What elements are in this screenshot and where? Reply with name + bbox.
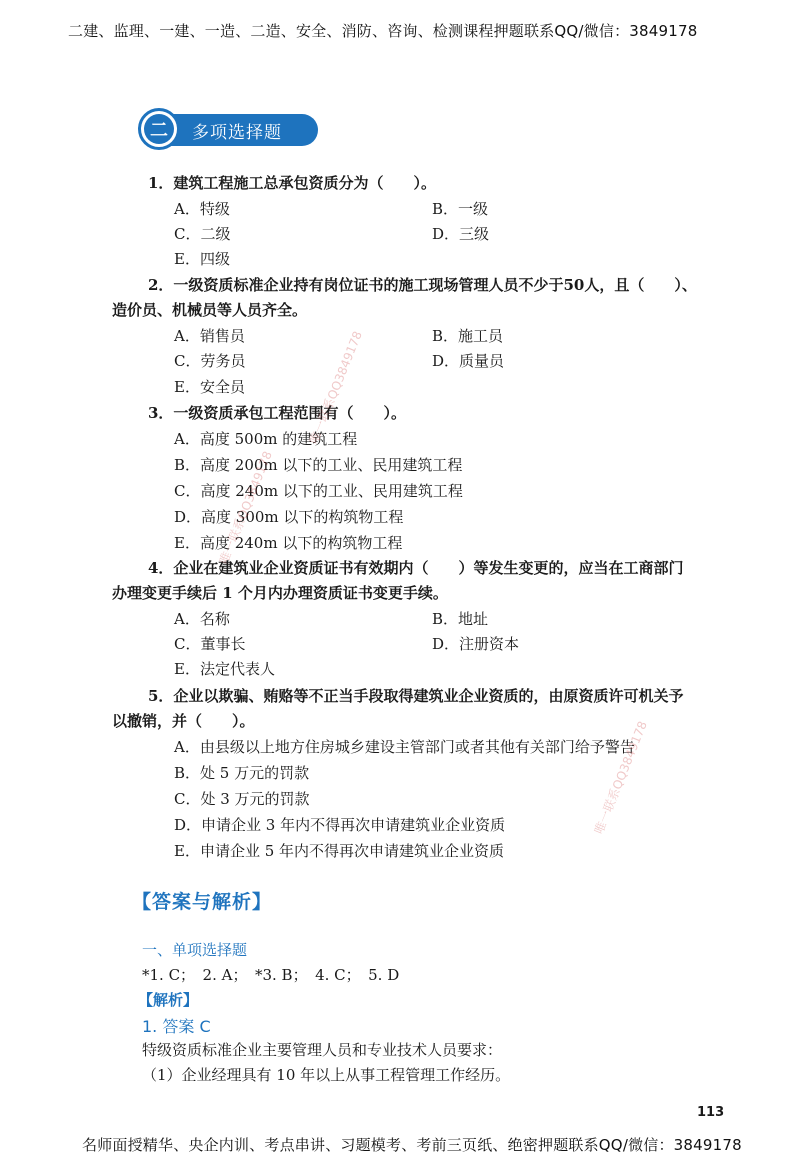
footer-banner: 名师面授精华、央企内训、考点串讲、习题模考、考前三页纸、绝密押题联系QQ/微信：3849178 <box>82 1136 742 1154</box>
q5-option-e: E．申请企业 5 年内不得再次申请建筑业企业资质 <box>174 842 505 860</box>
q3-option-c: C．高度 240m 以下的工业、民用建筑工程 <box>174 482 463 500</box>
q5-option-d: D．申请企业 3 年内不得再次申请建筑业企业资质 <box>174 816 506 834</box>
q1-option-c: C．二级 <box>174 225 231 243</box>
question-4-stem-line2: 办理变更手续后 1 个月内办理资质证书变更手续。 <box>112 584 448 602</box>
q4-option-e: E．法定代表人 <box>174 660 275 678</box>
watermark-1: 唯一联系QQ3849178 <box>306 329 365 446</box>
q4-option-b: B．地址 <box>432 610 489 628</box>
q5-option-b: B．处 5 万元的罚款 <box>174 764 310 782</box>
section-number-circle <box>138 108 180 150</box>
q1-option-e: E．四级 <box>174 250 230 268</box>
page-number: 113 <box>697 1105 725 1120</box>
q2-option-a: A．销售员 <box>174 327 245 345</box>
header-banner: 二建、监理、一建、一造、二造、安全、消防、咨询、检测课程押题联系QQ/微信：3849178 <box>68 22 698 40</box>
q5-option-a: A．由县级以上地方住房城乡建设主管部门或者其他有关部门给予警告 <box>174 738 635 756</box>
q4-option-c: C．董事长 <box>174 635 246 653</box>
watermark-3: 唯一联系QQ3849178 <box>591 719 650 836</box>
q2-option-b: B．施工员 <box>432 327 504 345</box>
q3-option-d: D．高度 300m 以下的构筑物工程 <box>174 508 404 526</box>
q1-option-d: D．三级 <box>432 225 490 243</box>
question-4-stem-line1: 4．企业在建筑业企业资质证书有效期内（ ）等发生变更的，应当在工商部门 <box>148 559 684 577</box>
question-5-stem-line1: 5．企业以欺骗、贿赂等不正当手段取得建筑业企业资质的，由原资质许可机关予 <box>148 687 684 705</box>
answers-heading: 【答案与解析】 <box>132 891 273 913</box>
q4-option-a: A．名称 <box>174 610 230 628</box>
q1-option-b: B．一级 <box>432 200 489 218</box>
section-title: 多项选择题 <box>192 123 282 143</box>
q5-option-c: C．处 3 万元的罚款 <box>174 790 310 808</box>
watermark-2: 唯一联系QQ3849178 <box>216 449 275 566</box>
answer-item-title: 1. 答案 C <box>142 1017 211 1036</box>
question-5-stem-line2: 以撤销，并（ ）。 <box>112 712 255 730</box>
question-3-stem: 3．一级资质承包工程范围有（ ）。 <box>148 404 406 422</box>
q3-option-a: A．高度 500m 的建筑工程 <box>174 430 358 448</box>
analysis-label: 【解析】 <box>138 991 199 1009</box>
q4-option-d: D．注册资本 <box>432 635 520 653</box>
answer-key-line: *1. C； 2. A； *3. B； 4. C； 5. D <box>142 966 400 984</box>
question-1-stem: 1．建筑工程施工总承包资质分为（ ）。 <box>148 174 436 192</box>
answers-subheading: 一、单项选择题 <box>142 941 248 959</box>
section-badge <box>138 108 320 150</box>
section-number: 二 <box>144 114 174 144</box>
q3-option-e: E．高度 240m 以下的构筑物工程 <box>174 534 403 552</box>
question-2-stem-line2: 造价员、机械员等人员齐全。 <box>112 301 308 319</box>
q2-option-e: E．安全员 <box>174 378 245 396</box>
q3-option-b: B．高度 200m 以下的工业、民用建筑工程 <box>174 456 463 474</box>
answer-text-line-2: （1）企业经理具有 10 年以上从事工程管理工作经历。 <box>142 1066 511 1084</box>
answer-text-line-1: 特级资质标准企业主要管理人员和专业技术人员要求： <box>142 1041 503 1059</box>
q1-option-a: A．特级 <box>174 200 230 218</box>
q2-option-c: C．劳务员 <box>174 352 246 370</box>
q2-option-d: D．质量员 <box>432 352 505 370</box>
question-2-stem-line1: 2．一级资质标准企业持有岗位证书的施工现场管理人员不少于50人，且（ ）、 <box>148 276 697 294</box>
